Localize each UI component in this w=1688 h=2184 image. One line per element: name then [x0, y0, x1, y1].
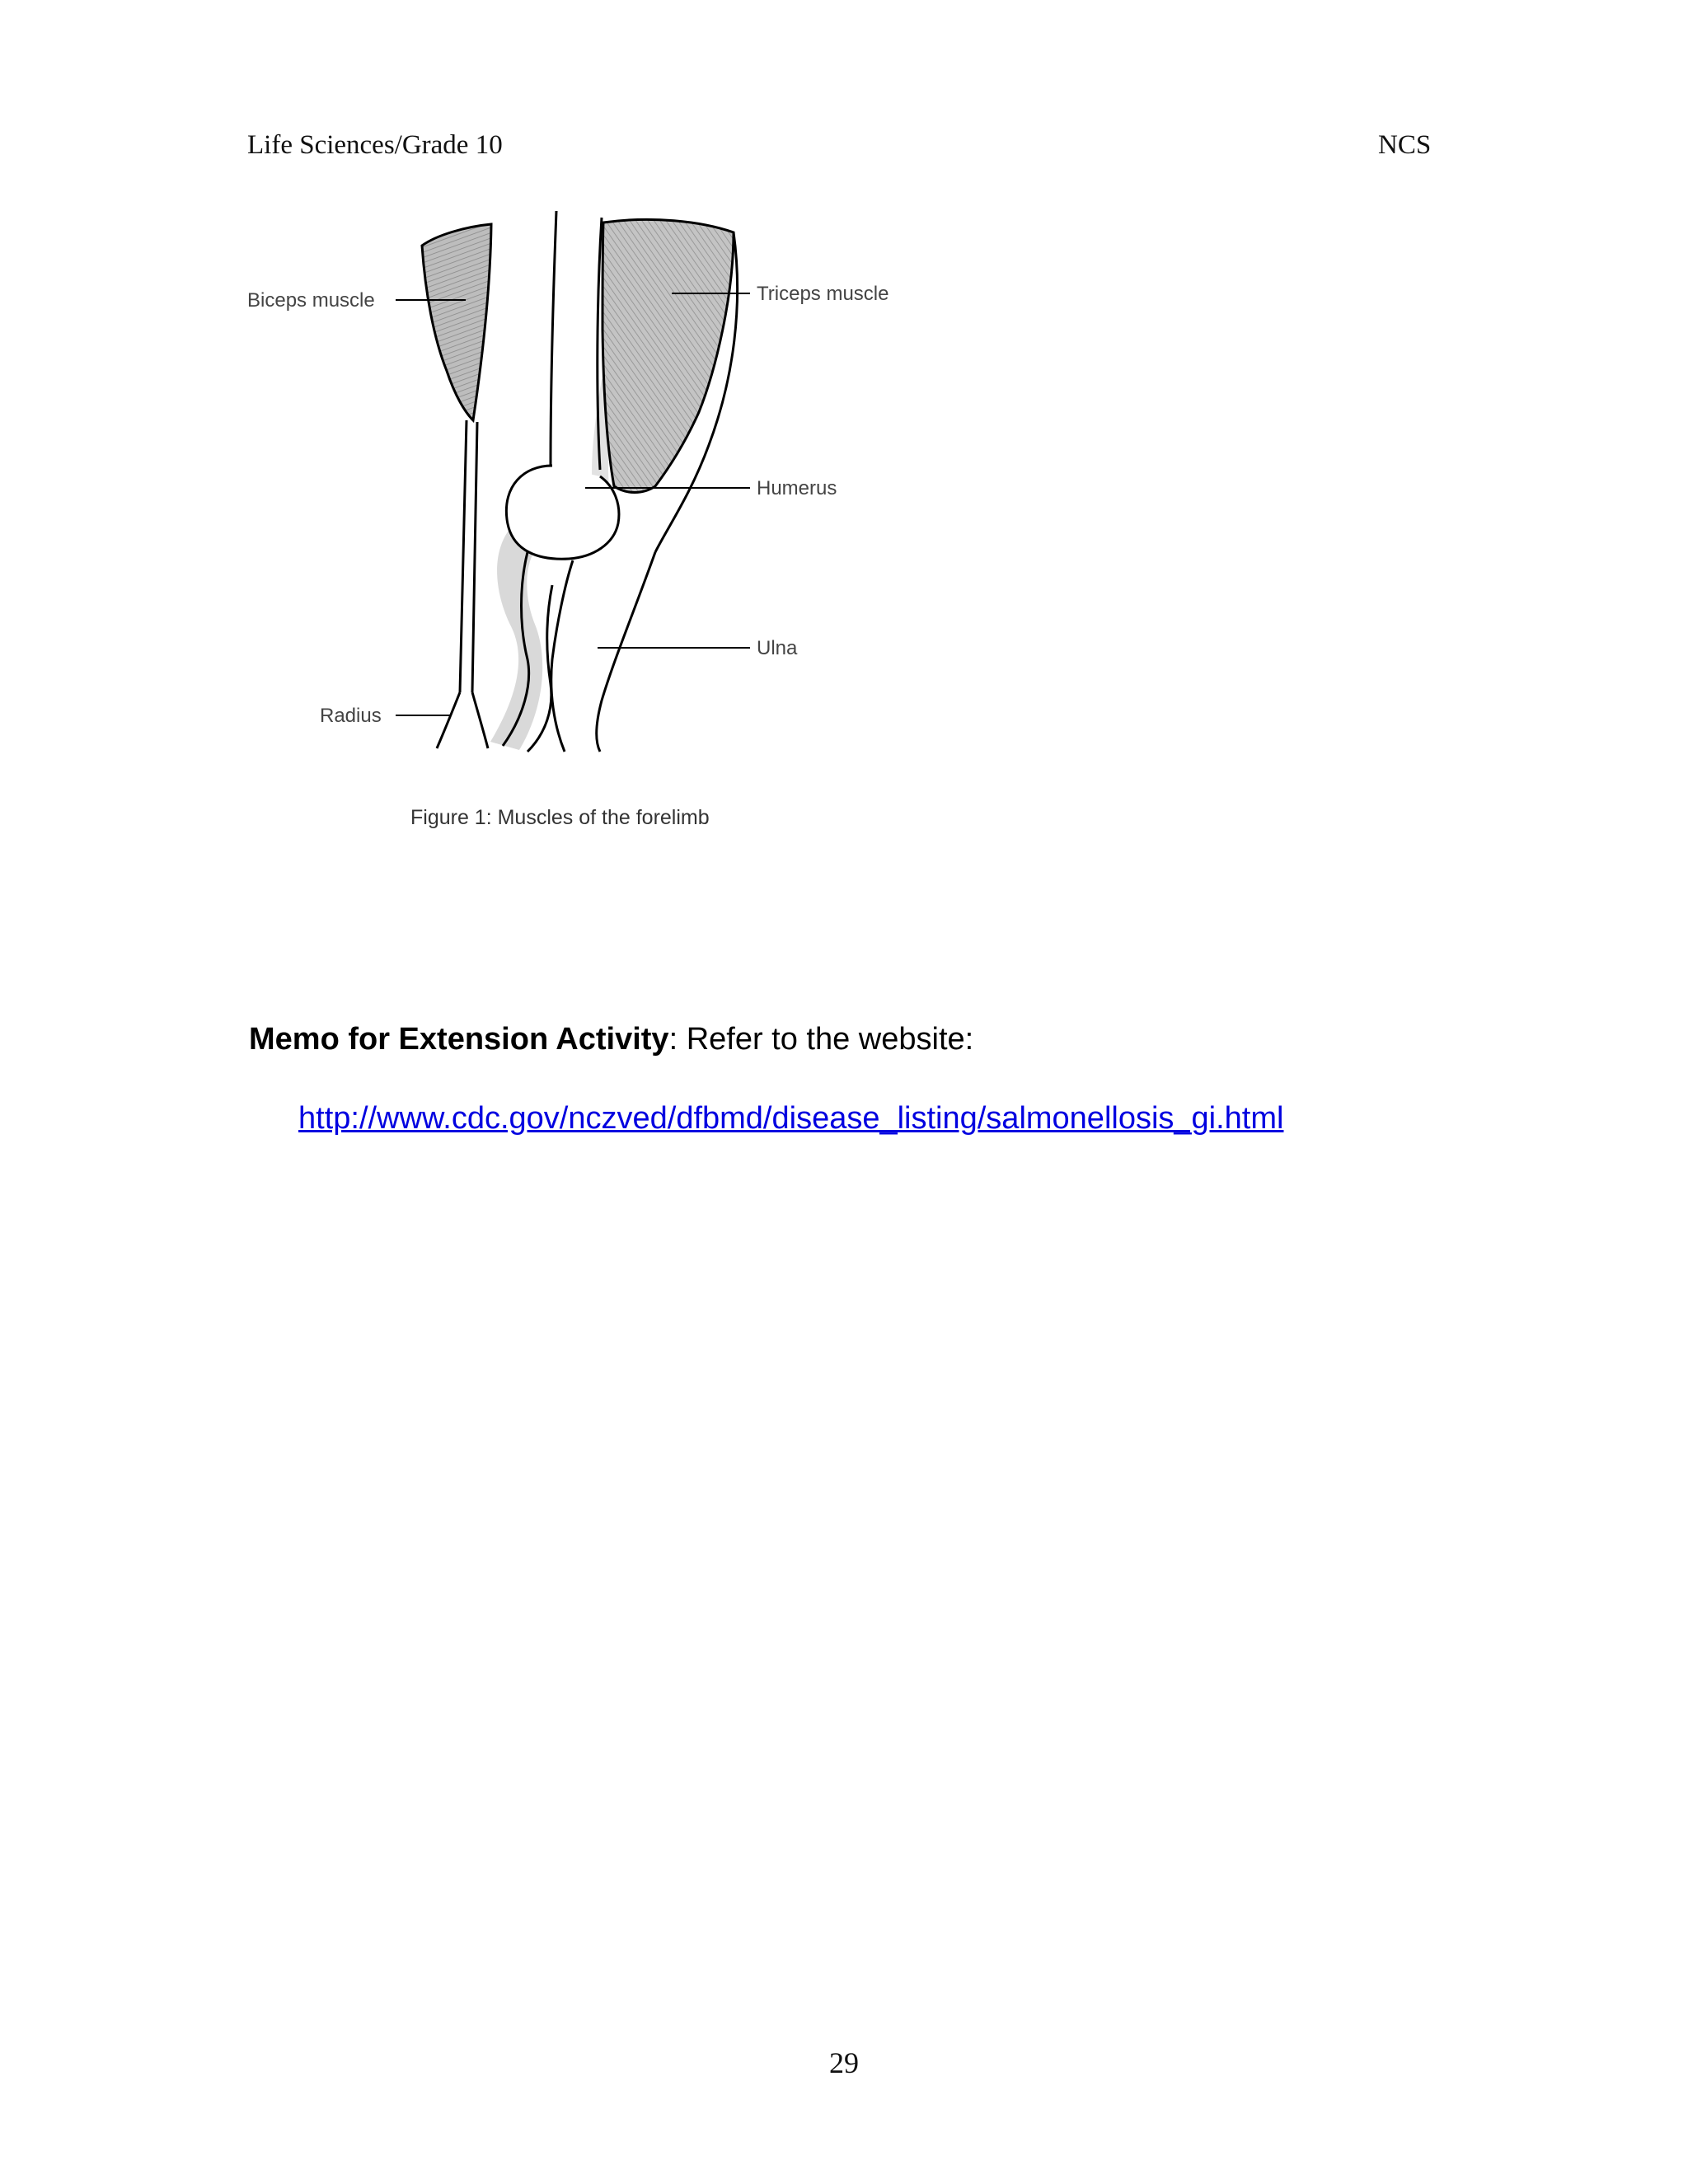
running-header-right: NCS — [1378, 130, 1432, 160]
elbow-shading — [490, 527, 542, 750]
forelimb-muscle-diagram — [239, 198, 931, 849]
label-triceps: Triceps muscle — [757, 283, 889, 305]
radius-bone — [437, 692, 488, 748]
memo-heading: Memo for Extension Activity — [249, 1022, 669, 1057]
humerus-bone — [551, 211, 602, 470]
label-biceps: Biceps muscle — [247, 289, 375, 312]
label-radius: Radius — [320, 705, 382, 727]
memo-line — [249, 1022, 973, 1057]
ulna-bone — [551, 552, 655, 752]
triceps-muscle — [603, 219, 734, 492]
memo-text: : Refer to the website: — [668, 1022, 974, 1057]
label-humerus: Humerus — [757, 477, 837, 499]
page-number: 29 — [829, 2046, 859, 2079]
running-header-left: Life Sciences/Grade 10 — [247, 130, 503, 160]
biceps-muscle — [422, 224, 491, 420]
website-link[interactable]: http://www.cdc.gov/nczved/dfbmd/disease_listing/salmonellosis_gi.html — [298, 1101, 1284, 1136]
label-ulna: Ulna — [757, 637, 798, 659]
biceps-tendon — [460, 420, 477, 692]
humerus-condyle — [506, 466, 619, 559]
figure-caption: Figure 1: Muscles of the forelimb — [410, 806, 710, 829]
